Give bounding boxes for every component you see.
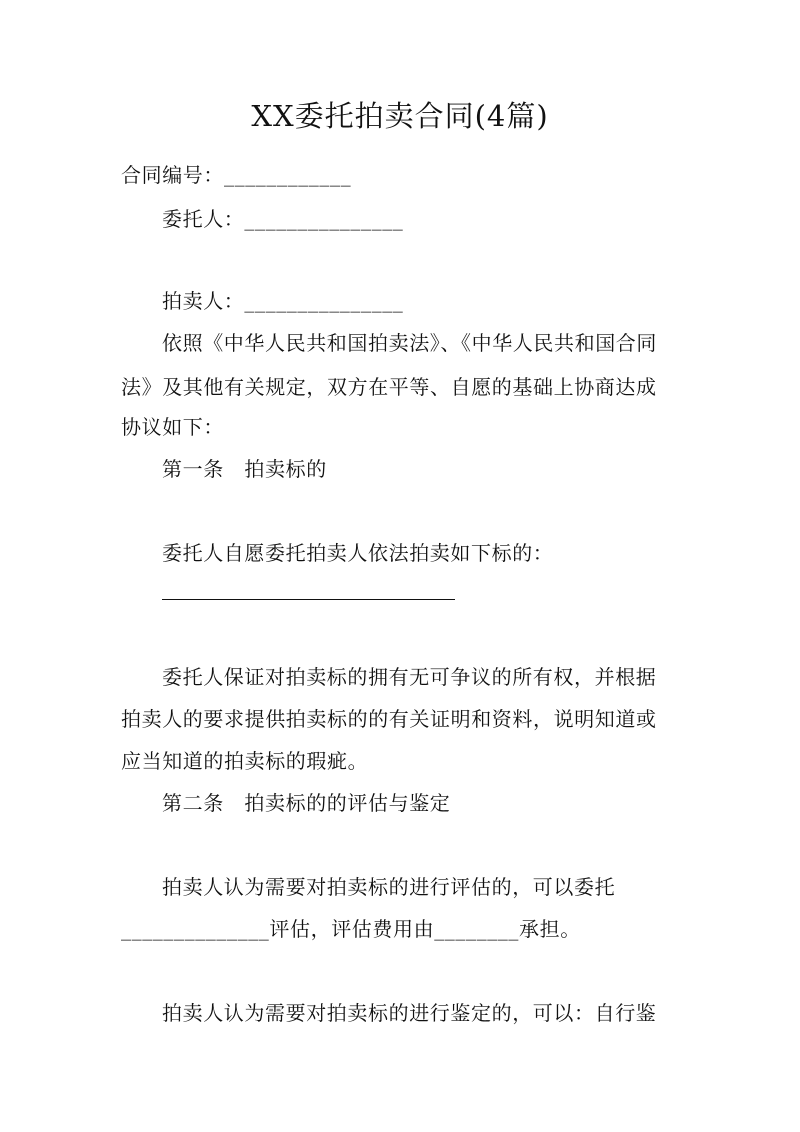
article-1-heading: 第一条 拍卖标的 (162, 457, 327, 481)
article-1-paragraph-line-1: 委托人保证对拍卖标的拥有无可争议的所有权，并根据 (162, 665, 657, 689)
article-2-evaluation-line-2: ______________评估，评估费用由________承担。 (121, 917, 581, 941)
auctioneer-field: 拍卖人：_______________ (162, 289, 404, 313)
intro-line-1: 依照《中华人民共和国拍卖法》、《中华人民共和国合同 (162, 331, 657, 355)
article-1-paragraph-line-2: 拍卖人的要求提供拍卖标的的有关证明和资料，说明知道或 (121, 707, 657, 731)
intro-line-2: 法》及其他有关规定，双方在平等、自愿的基础上协商达成 (121, 375, 657, 399)
article-2-appraisal-line: 拍卖人认为需要对拍卖标的进行鉴定的，可以：自行鉴 (162, 1001, 657, 1025)
principal-field: 委托人：_______________ (162, 207, 404, 231)
subject-blank-line (162, 599, 455, 600)
document-title: XX委托拍卖合同(4篇) (251, 99, 549, 133)
intro-line-3: 协议如下： (121, 415, 224, 439)
contract-number-field: 合同编号：____________ (121, 163, 352, 187)
article-2-evaluation-line-1: 拍卖人认为需要对拍卖标的进行评估的，可以委托 (162, 875, 616, 899)
article-1-paragraph-line-3: 应当知道的拍卖标的瑕疵。 (121, 749, 369, 773)
article-1-sentence: 委托人自愿委托拍卖人依法拍卖如下标的： (162, 541, 554, 565)
article-2-heading: 第二条 拍卖标的的评估与鉴定 (162, 791, 451, 815)
